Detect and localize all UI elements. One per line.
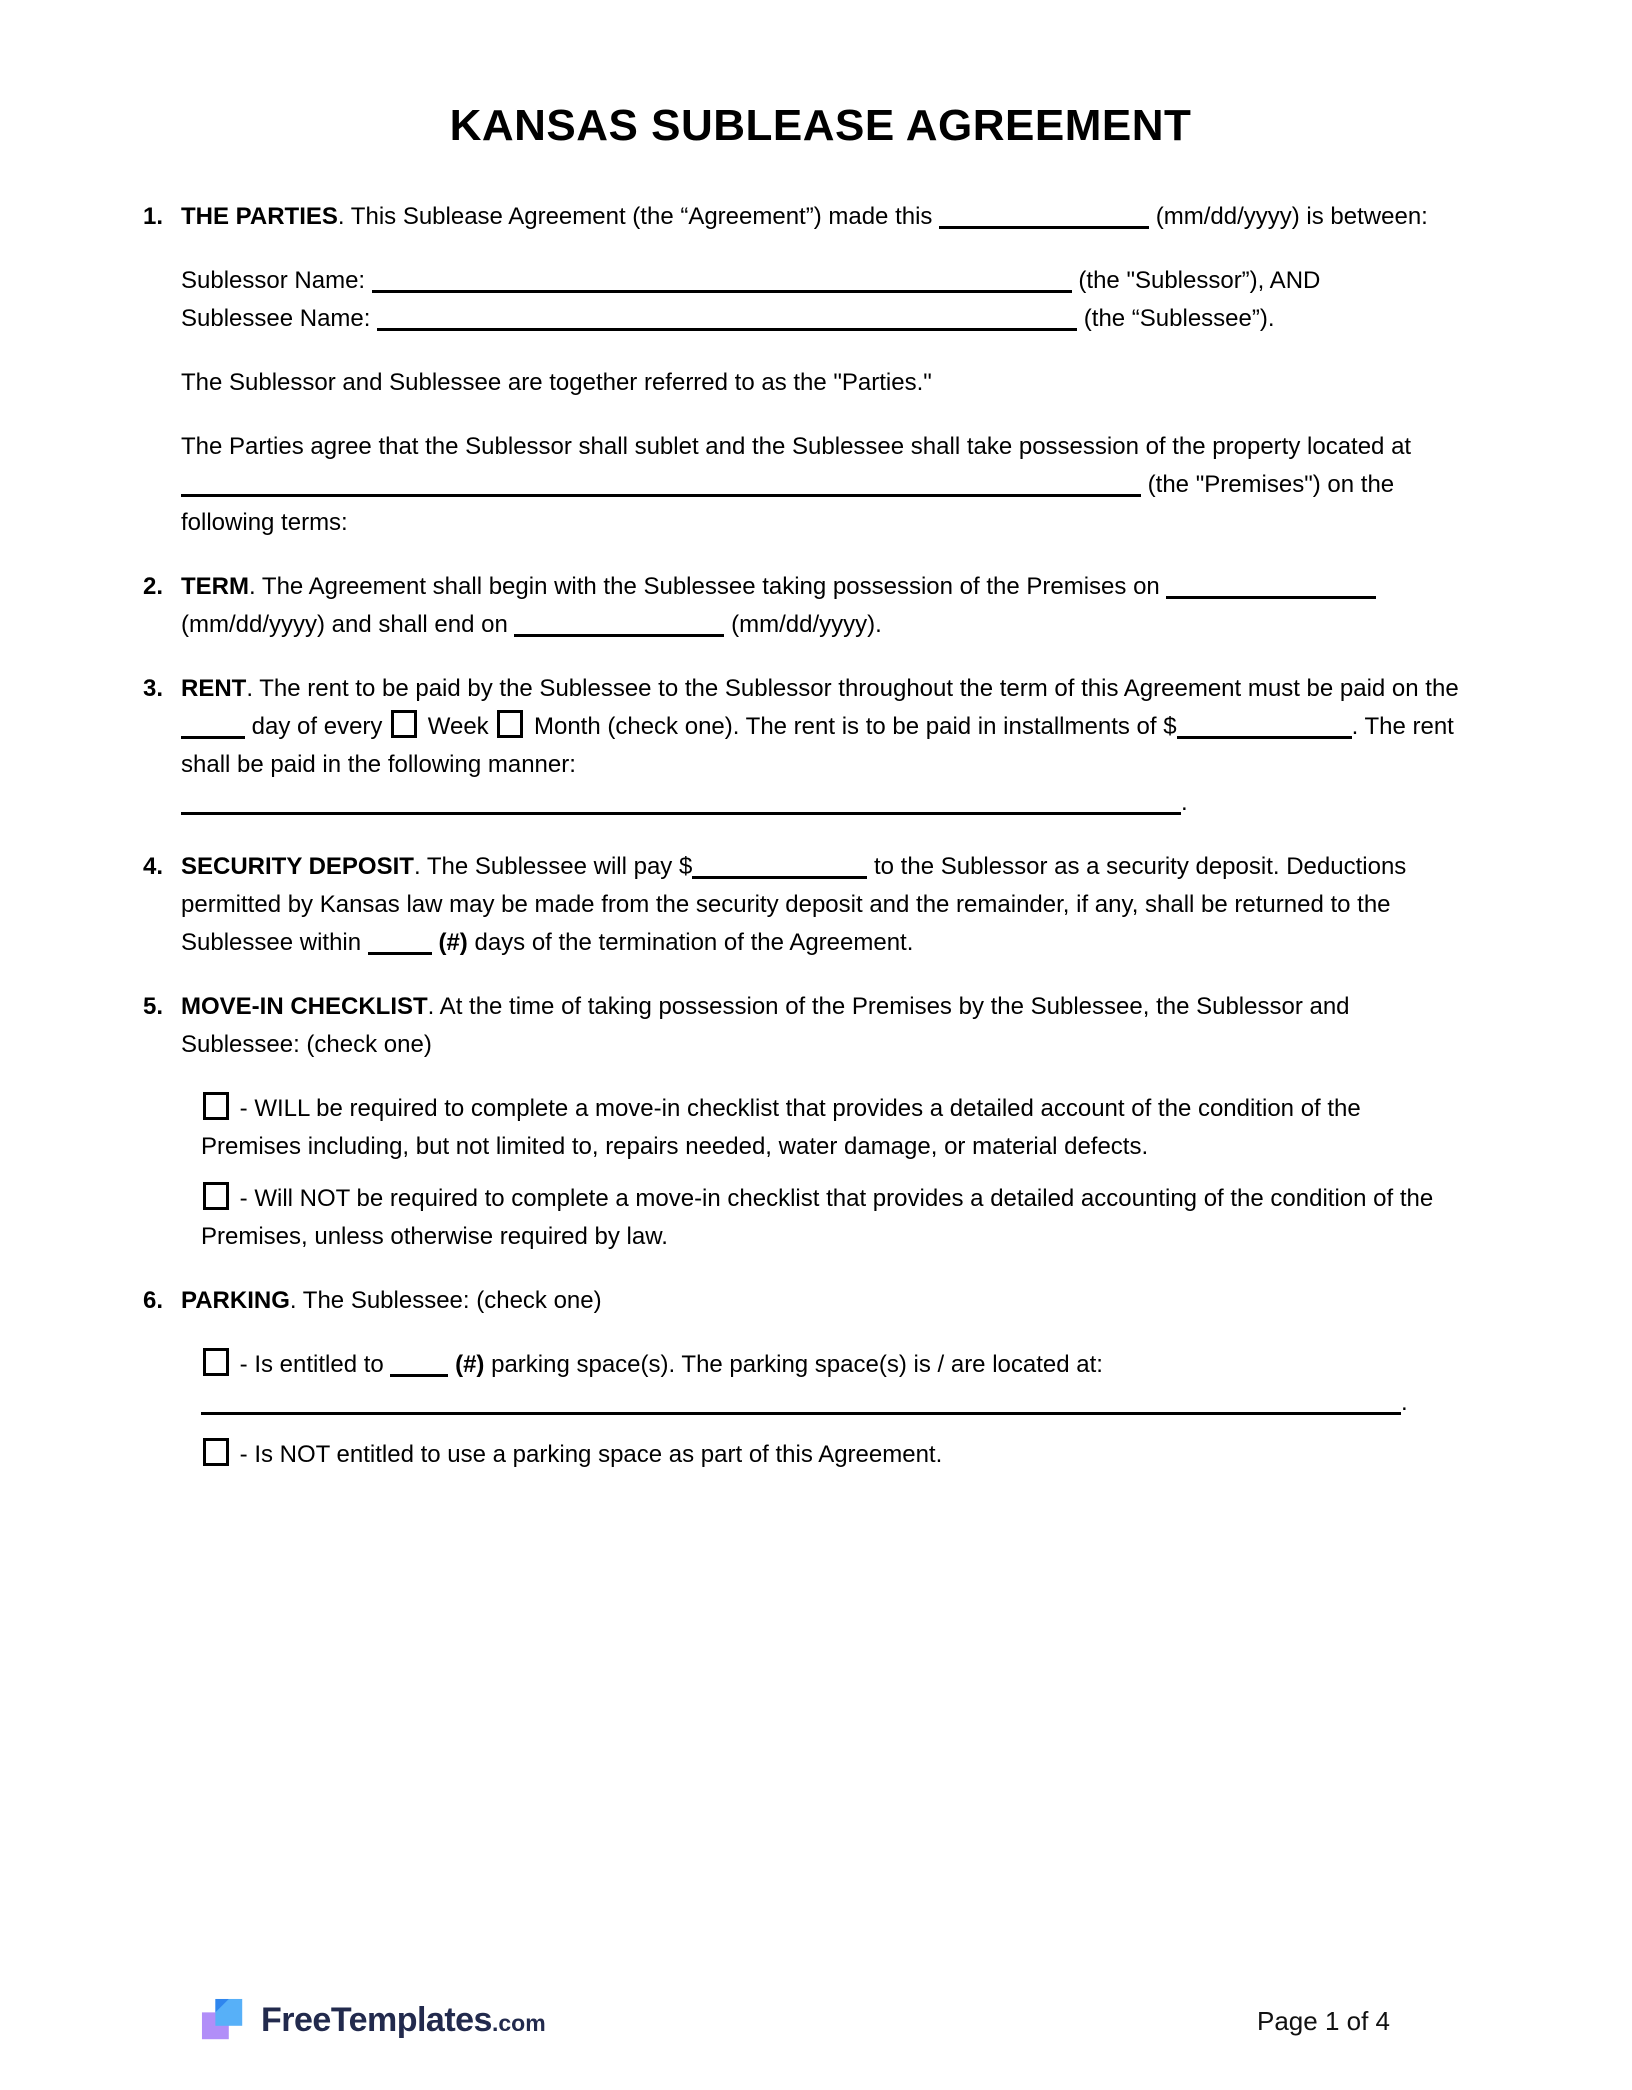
- brand-suffix: .com: [491, 2009, 546, 2036]
- sublessor-name-blank[interactable]: [372, 266, 1072, 293]
- agreement-date-blank[interactable]: [939, 202, 1149, 229]
- movein-willnot-checkbox[interactable]: [203, 1182, 229, 1210]
- movein-will-option: - WILL be required to complete a move-in checklist that provides a detailed account of the condition of the Premises including, but not limited to, repairs needed, water damage, or material defects.: [201, 1090, 1460, 1166]
- freetemplates-logo-icon: [201, 1998, 247, 2044]
- bold-text: (#): [455, 1351, 485, 1378]
- bold-text: RENT: [181, 675, 247, 702]
- bold-text: THE PARTIES: [181, 203, 338, 230]
- parties-intro-paragraph: THE PARTIES. This Sublease Agreement (the “Agreement”) made this (mm/dd/yyyy) is between:: [181, 203, 1428, 230]
- sublessee-name-blank[interactable]: [377, 304, 1077, 331]
- parking-entitled-option: - Is entitled to (#) parking space(s). The parking space(s) is / are located at:: [201, 1346, 1460, 1384]
- parking-entitled-checkbox[interactable]: [203, 1348, 229, 1376]
- section-number: 3.: [143, 675, 164, 702]
- bold-text: TERM: [181, 573, 249, 600]
- page-footer: [181, 1998, 1460, 2090]
- sublessee-name-line: Sublessee Name: (the “Sublessee”).: [181, 305, 1275, 332]
- movein-will-checkbox[interactable]: [203, 1092, 229, 1120]
- freetemplates-brand: [201, 1998, 546, 2044]
- movein-intro-paragraph: MOVE-IN CHECKLIST. At the time of taking possession of the Premises by the Sublessee, the Sublessor and Sublessee: (check one): [181, 993, 1350, 1058]
- parties-note-paragraph: The Sublessor and Sublessee are together referred to as the "Parties.": [181, 369, 932, 396]
- brand-name: FreeTemplates: [261, 2000, 492, 2039]
- section-number: 6.: [143, 1287, 164, 1314]
- section-number: 2.: [143, 573, 164, 600]
- term-paragraph: TERM. The Agreement shall begin with the Sublessee taking possession of the Premises on (mm/dd/yyyy) and shall end on (mm/dd/yyyy).: [181, 568, 1460, 644]
- parking-location-line: .: [201, 1384, 1460, 1422]
- bold-text: PARKING: [181, 1287, 290, 1314]
- rent-amount-blank[interactable]: [1177, 712, 1352, 739]
- movein-willnot-option: - Will NOT be required to complete a move-in checklist that provides a detailed accounting of the condition of the Premises, unless otherwise required by law.: [201, 1180, 1460, 1256]
- parking-not-entitled-option: - Is NOT entitled to use a parking space as part of this Agreement.: [201, 1436, 1460, 1474]
- brand-text: [261, 2001, 546, 2042]
- section-term: [143, 568, 1460, 644]
- term-end-date-blank[interactable]: [514, 610, 724, 637]
- rent-day-blank[interactable]: [181, 712, 245, 739]
- deposit-return-days-blank[interactable]: [368, 928, 432, 955]
- section-rent: [143, 670, 1460, 822]
- page-number-label: Page 1 of 4: [1257, 2006, 1390, 2036]
- parties-agreement-paragraph: The Parties agree that the Sublessor shall sublet and the Sublessee shall take possession of the property located at (the "Premises") on the following terms:: [181, 433, 1412, 536]
- bold-text: (#): [438, 929, 468, 956]
- section-parking: [143, 1282, 1460, 1474]
- parking-location-blank[interactable]: [201, 1388, 1401, 1415]
- page-title: KANSAS SUBLEASE AGREEMENT: [449, 101, 1192, 150]
- parking-count-blank[interactable]: [390, 1350, 448, 1377]
- section-security-deposit: [143, 848, 1460, 962]
- parking-not-entitled-checkbox[interactable]: [203, 1438, 229, 1466]
- payment-manner-blank[interactable]: [181, 788, 1181, 815]
- parking-intro-paragraph: PARKING. The Sublessee: (check one): [181, 1287, 602, 1314]
- rent-paragraph: RENT. The rent to be paid by the Sublessee to the Sublessor throughout the term of this Agreement must be paid on the day of every Week Month (check one). The rent is to be paid in installments of $ . The rent shall be paid in the following manner: .: [181, 675, 1459, 816]
- sublessor-name-line: Sublessor Name: (the "Sublessor”), AND: [181, 267, 1321, 294]
- section-number: 5.: [143, 993, 164, 1020]
- term-start-date-blank[interactable]: [1166, 572, 1376, 599]
- section-number: 4.: [143, 853, 164, 880]
- bold-text: SECURITY DEPOSIT: [181, 853, 414, 880]
- week-checkbox[interactable]: [391, 710, 417, 738]
- bold-text: MOVE-IN CHECKLIST: [181, 993, 428, 1020]
- month-checkbox[interactable]: [497, 710, 523, 738]
- section-number: 1.: [143, 203, 164, 230]
- property-address-blank[interactable]: [181, 470, 1141, 497]
- security-deposit-paragraph: SECURITY DEPOSIT. The Sublessee will pay $ to the Sublessor as a security deposit. Deductions permitted by Kansas law may be made from the security deposit and the remainder, if any, shall be returned to the Sublessee within (#) days of the termination of the Agreement.: [181, 853, 1407, 956]
- section-the-parties: [143, 198, 1460, 542]
- deposit-amount-blank[interactable]: [692, 852, 867, 879]
- section-move-in-checklist: [143, 988, 1460, 1256]
